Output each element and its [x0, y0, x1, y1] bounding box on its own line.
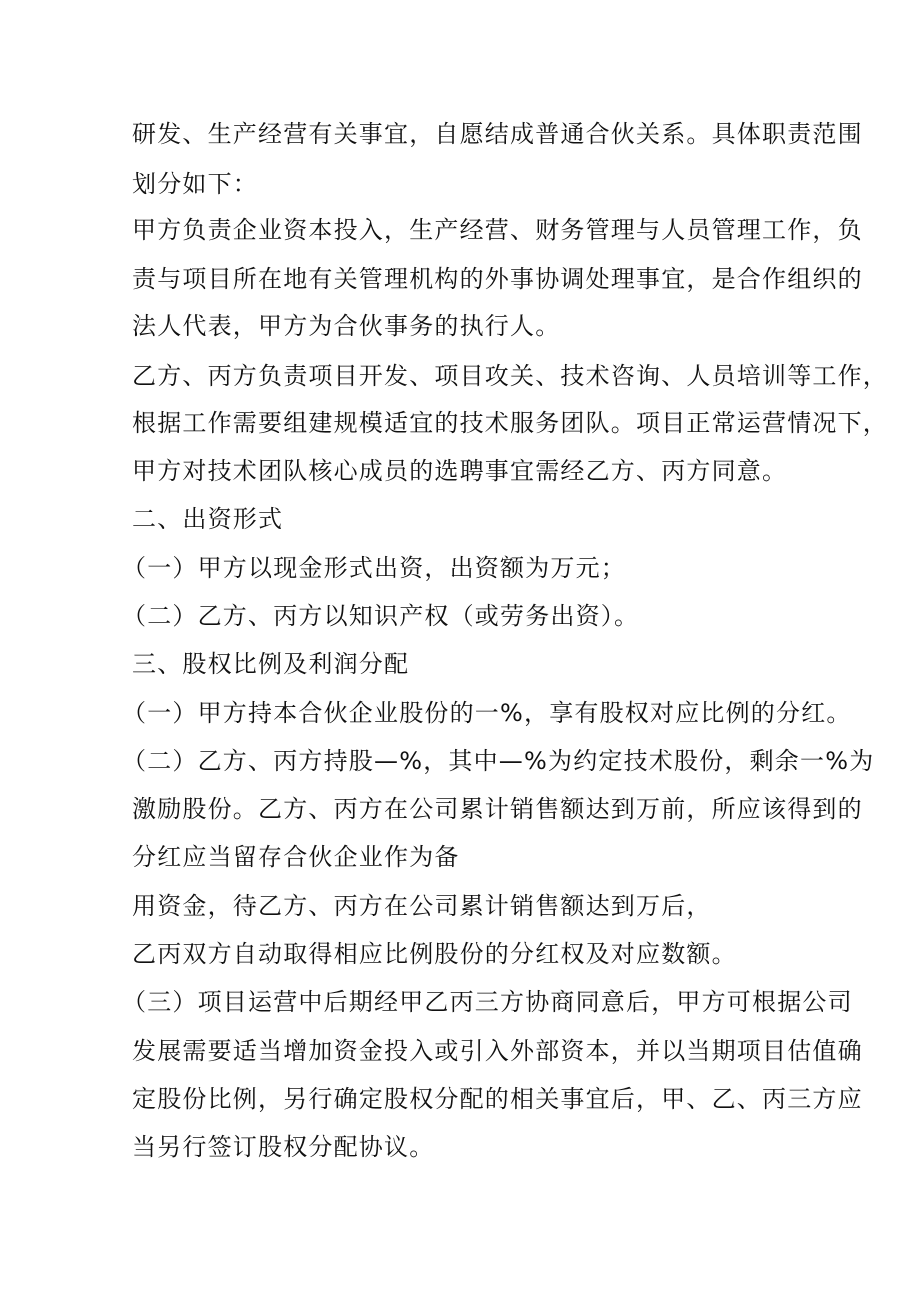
text-line: 法人代表，甲方为合伙事务的执行人。: [132, 312, 561, 340]
text-line: （三）项目运营中后期经甲乙丙三方协商同意后，甲方可根据公司: [122, 988, 853, 1016]
text-line: 根据工作需要组建规模适宜的技术服务团队。项目正常运营情况下，: [132, 409, 888, 437]
text-line: 乙方、丙方负责项目开发、项目攻关、技术咨询、人员培训等工作，: [132, 362, 888, 390]
text-line: 当另行签订股权分配协议。: [132, 1133, 435, 1161]
text-line: 发展需要适当增加资金投入或引入外部资本，并以当期项目估值确: [132, 1037, 863, 1065]
text-line: （一）甲方持本合伙企业股份的一%，享有股权对应比例的分红。: [122, 699, 852, 727]
text-line: 用资金，待乙方、丙方在公司累计销售额达到万后，: [132, 892, 712, 920]
text-line: 定股份比例，另行确定股权分配的相关事宜后，甲、乙、丙三方应: [132, 1085, 863, 1113]
text-line: 甲方对技术团队核心成员的选聘事宜需经乙方、丙方同意。: [132, 457, 788, 485]
section-heading: 二、出资形式: [132, 505, 284, 533]
text-line: （一）甲方以现金形式出资，出资额为万元；: [122, 554, 626, 582]
text-line: 责与项目所在地有关管理机构的外事协调处理事宜，是合作组织的: [132, 265, 863, 293]
text-line: 划分如下：: [132, 170, 258, 198]
text-line: 甲方负责企业资本投入，生产经营、财务管理与人员管理工作，负: [132, 216, 863, 244]
text-line: （二）乙方、丙方以知识产权（或劳务出资）。: [122, 602, 640, 630]
text-line: 激励股份。乙方、丙方在公司累计销售额达到万前，所应该得到的: [132, 795, 863, 823]
text-line: 分红应当留存合伙企业作为备: [132, 843, 460, 871]
text-line: （二）乙方、丙方持股—%，其中—%为约定技术股份，剩余一%为: [122, 747, 875, 775]
text-line: 乙丙双方自动取得相应比例股份的分红权及对应数额。: [132, 940, 737, 968]
text-line: 研发、生产经营有关事宜，自愿结成普通合伙关系。具体职责范围: [132, 120, 863, 148]
section-heading: 三、股权比例及利润分配: [132, 650, 410, 678]
